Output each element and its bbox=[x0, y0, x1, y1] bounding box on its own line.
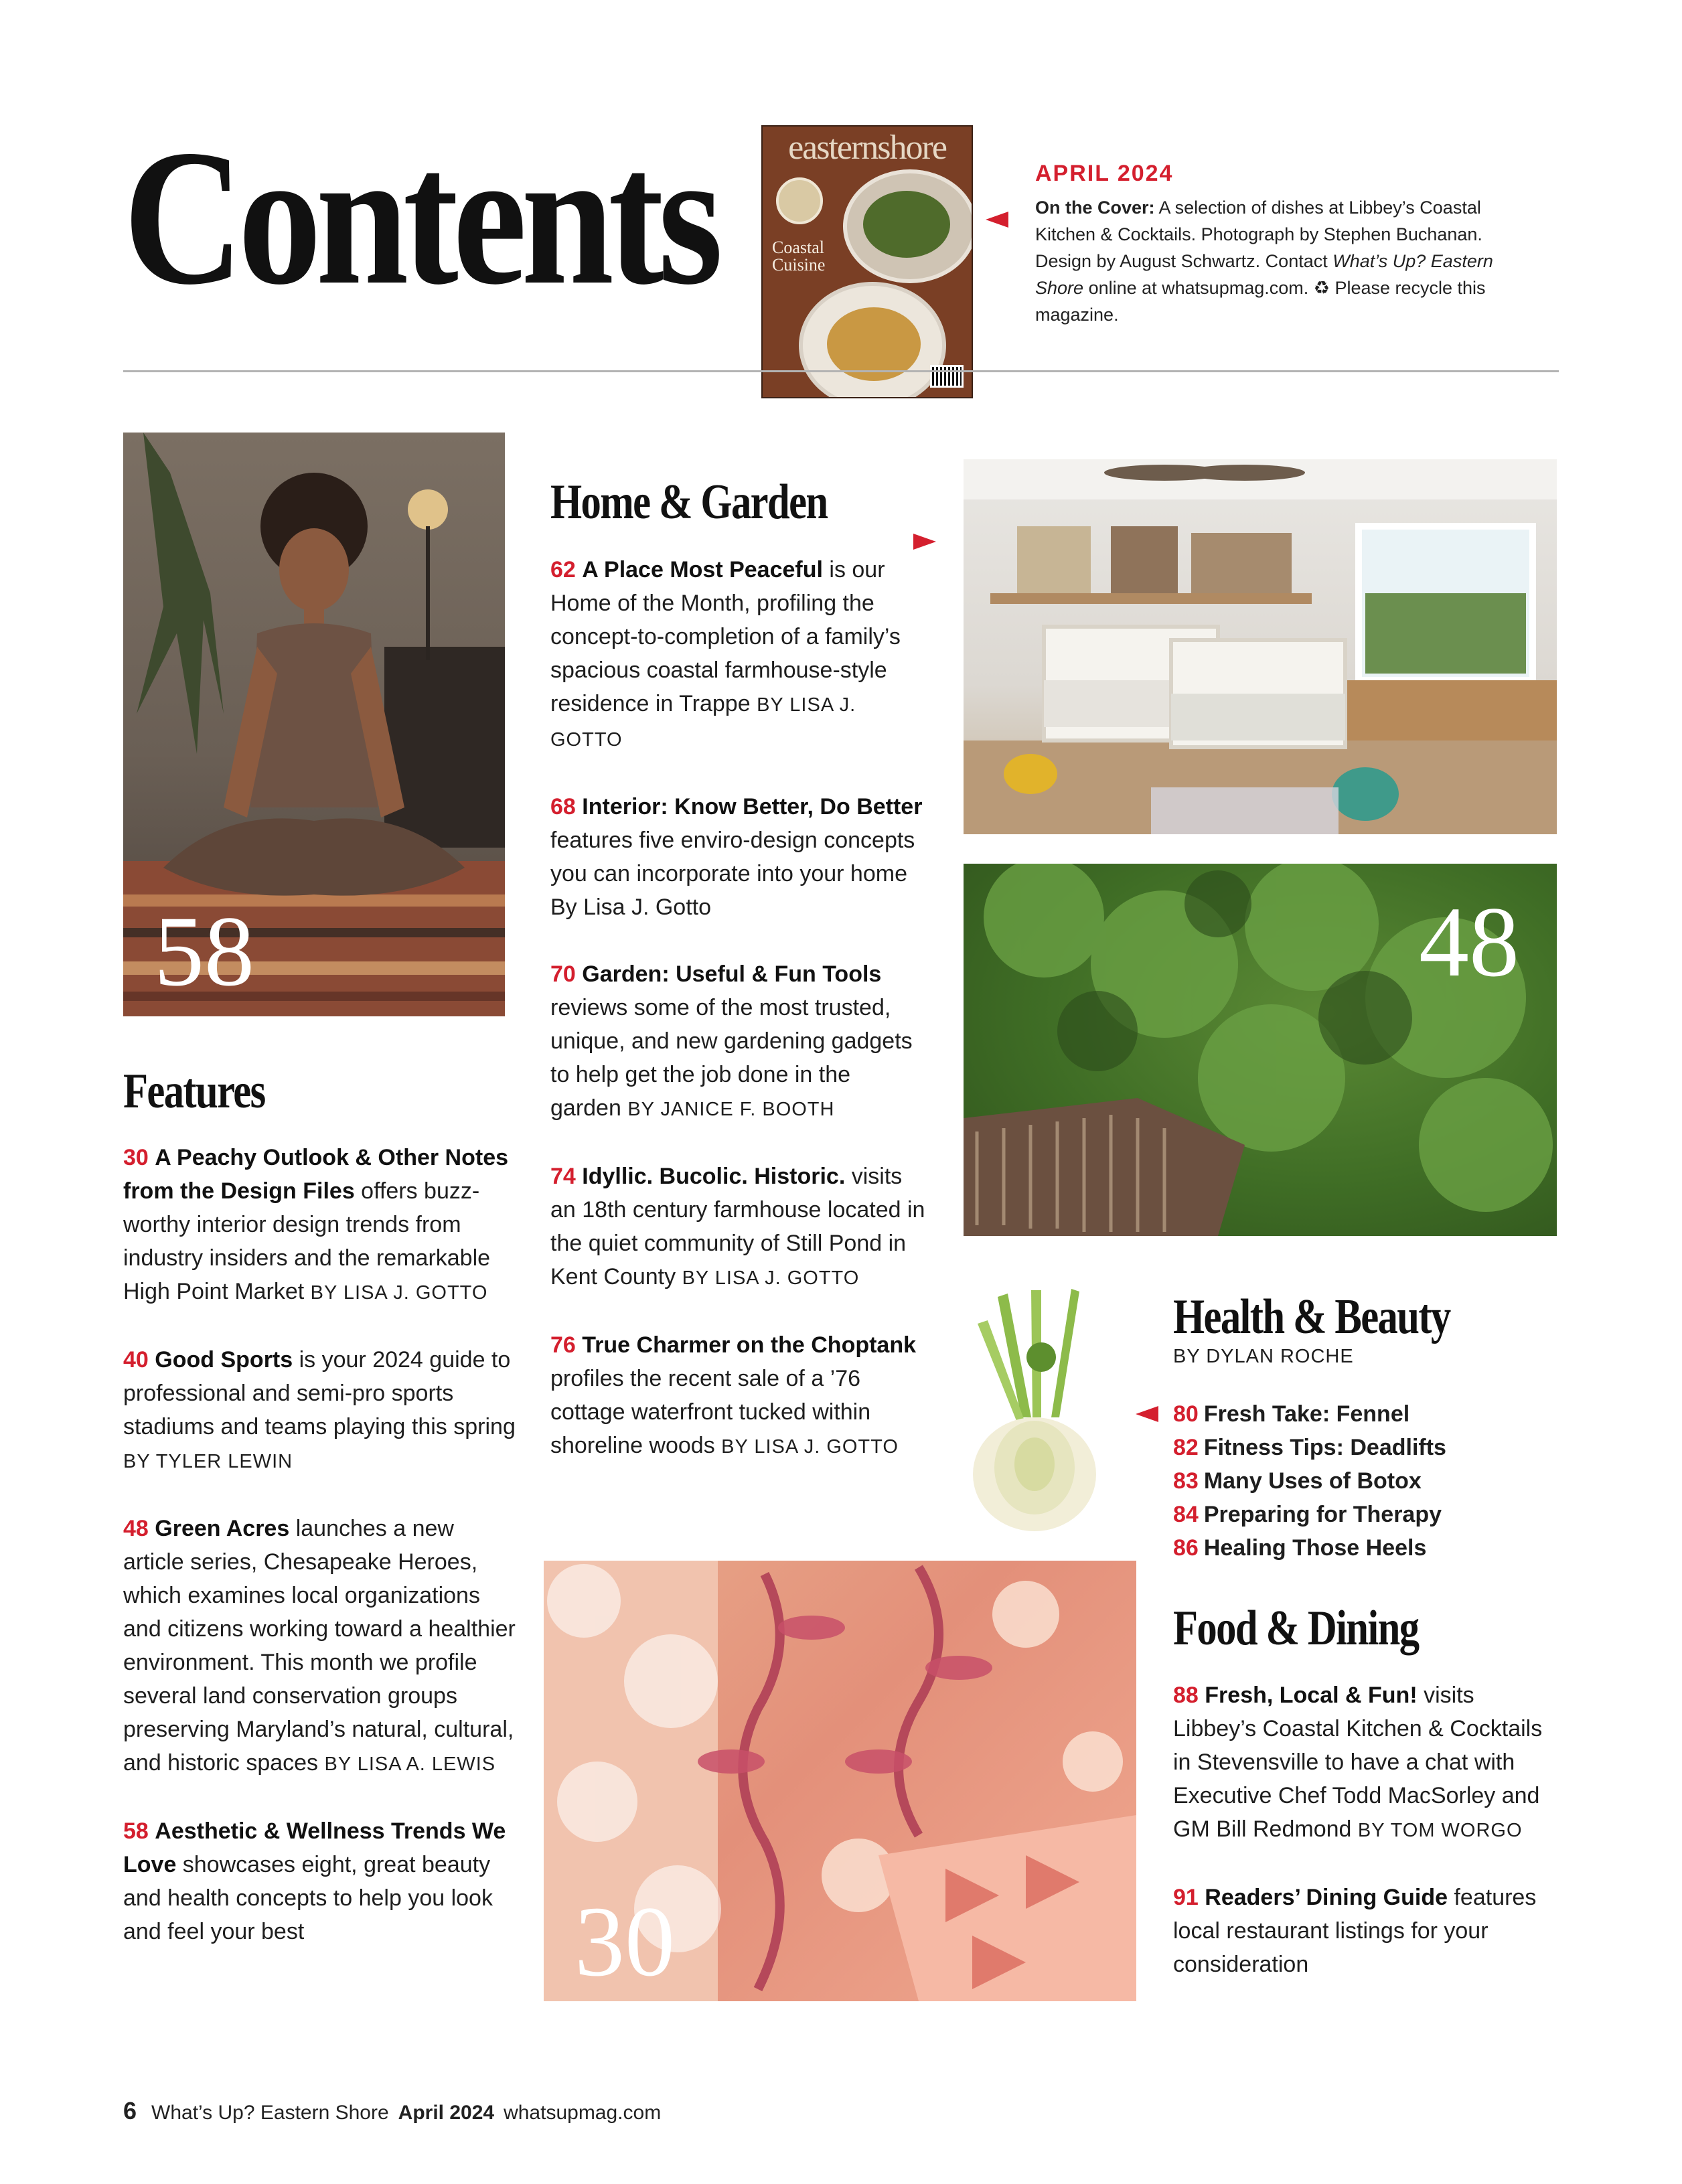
entry-headline: Interior: Know Better, Do Better bbox=[582, 794, 923, 820]
feature-photo-forest[interactable] bbox=[964, 864, 1557, 1236]
entry-byline: BY TYLER LEWIN bbox=[123, 1451, 293, 1472]
footer-date: April 2024 bbox=[398, 2102, 495, 2124]
entry-headline: Preparing for Therapy bbox=[1203, 1502, 1442, 1527]
entry-description: launches a new article series, Chesapeake Heroes, which examines local organizations and citizens working toward a healthier environment. This month we profile several land conservation groups preserving Maryland’s natural, cultural, and historic spaces bbox=[123, 1516, 516, 1776]
entry-page-number: 88 bbox=[1173, 1683, 1199, 1708]
header-divider bbox=[123, 370, 1559, 372]
home-garden-entry[interactable] bbox=[550, 553, 925, 757]
entry-description: features five enviro-design concepts you can incorporate into your home By Lisa J. Gotto bbox=[550, 828, 915, 920]
entry-headline: Idyllic. Bucolic. Historic. bbox=[582, 1164, 846, 1189]
entry-description: showcases eight, great beauty and health concepts to help you look and feel your best bbox=[123, 1852, 493, 1944]
feature-photo-yoga[interactable] bbox=[123, 433, 505, 1016]
cover-thumbnail[interactable] bbox=[761, 125, 973, 398]
entry-page-number: 68 bbox=[550, 794, 576, 820]
photo-page-number: 58 bbox=[154, 896, 254, 1007]
fennel-illustration bbox=[958, 1283, 1112, 1531]
entry-headline: Healing Those Heels bbox=[1203, 1535, 1427, 1561]
entry-headline: Good Sports bbox=[155, 1347, 293, 1373]
cover-food bbox=[863, 191, 950, 258]
entry-headline: Fitness Tips: Deadlifts bbox=[1203, 1435, 1446, 1460]
features-list bbox=[123, 1141, 518, 1982]
entry-byline: BY TOM WORGO bbox=[1357, 1820, 1523, 1841]
home-garden-entry[interactable] bbox=[550, 1328, 925, 1464]
food-dining-list bbox=[1173, 1679, 1548, 2015]
entry-description: visits Libbey’s Coastal Kitchen & Cocktails in Stevensville to have a chat with Executive Chef Todd MacSorley and GM Bill Redmond bbox=[1173, 1683, 1543, 1842]
section-heading-features: Features bbox=[123, 1064, 265, 1119]
entry-headline: Fresh Take: Fennel bbox=[1203, 1401, 1410, 1427]
entry-description: is our Home of the Month, profiling the concept-to-completion of a family’s spacious coastal farmhouse-style residence in Trappe bbox=[550, 557, 901, 716]
section-heading-food-dining: Food & Dining bbox=[1173, 1601, 1419, 1656]
magazine-name: What’s Up? Eastern Shore bbox=[1035, 251, 1493, 298]
arrow-left-icon bbox=[986, 212, 1008, 228]
entry-byline: BY LISA J. GOTTO bbox=[682, 1267, 860, 1289]
cover-note-text: online at whatsupmag.com. ♻ Please recycle this magazine. bbox=[1035, 278, 1486, 325]
entry-page-number: 86 bbox=[1173, 1535, 1199, 1561]
entry-headline: Garden: Useful & Fun Tools bbox=[582, 961, 882, 987]
section-heading-home-garden: Home & Garden bbox=[550, 475, 828, 530]
entry-description: reviews some of the most trusted, unique, and new gardening gadgets to help get the job done in the garden bbox=[550, 995, 913, 1121]
food-dining-entry[interactable] bbox=[1173, 1679, 1548, 1847]
feature-photo-wallpaper[interactable] bbox=[544, 1561, 1136, 2001]
photo-fennel[interactable] bbox=[958, 1283, 1112, 1531]
page-number: 6 bbox=[123, 2097, 137, 2124]
arrow-right-icon bbox=[913, 534, 936, 550]
entry-page-number: 48 bbox=[123, 1516, 149, 1541]
page-footer bbox=[123, 2097, 661, 2125]
entry-byline: BY LISA J. GOTTO bbox=[721, 1436, 899, 1458]
entry-page-number: 74 bbox=[550, 1164, 576, 1189]
home-garden-entry[interactable] bbox=[550, 1160, 925, 1295]
photo-page-number: 48 bbox=[1419, 886, 1519, 998]
entry-page-number: 82 bbox=[1173, 1435, 1199, 1460]
cover-subtitle-line: Coastal bbox=[772, 238, 824, 257]
entry-page-number: 70 bbox=[550, 961, 576, 987]
home-garden-list bbox=[550, 553, 925, 1497]
feature-entry[interactable] bbox=[123, 1814, 518, 1948]
entry-page-number: 84 bbox=[1173, 1502, 1199, 1527]
list-item[interactable] bbox=[1173, 1397, 1548, 1431]
entry-headline: Green Acres bbox=[155, 1516, 290, 1541]
list-item[interactable] bbox=[1173, 1464, 1548, 1498]
section-byline: BY DYLAN ROCHE bbox=[1173, 1346, 1354, 1367]
entry-headline: Fresh, Local & Fun! bbox=[1205, 1683, 1418, 1708]
photo-page-number: 30 bbox=[575, 1886, 675, 1997]
cover-note-text: A selection of dishes at Libbey’s Coastal Kitchen & Cocktails. Photograph by Stephen Buchanan. Design by August Schwartz. bbox=[1035, 198, 1482, 271]
entry-page-number: 83 bbox=[1173, 1468, 1199, 1494]
entry-headline: Aesthetic & Wellness Trends We Love bbox=[123, 1818, 506, 1877]
footer-url[interactable]: whatsupmag.com bbox=[504, 2102, 662, 2124]
entry-byline: BY JANICE F. BOOTH bbox=[627, 1099, 835, 1120]
entry-byline: BY LISA J. GOTTO bbox=[310, 1282, 488, 1304]
feature-entry[interactable] bbox=[123, 1343, 518, 1478]
list-item[interactable] bbox=[1173, 1498, 1548, 1531]
issue-date: APRIL 2024 bbox=[1035, 161, 1174, 186]
health-beauty-list bbox=[1173, 1397, 1548, 1565]
page-title: Contents bbox=[123, 110, 718, 325]
entry-byline: BY LISA J. GOTTO bbox=[550, 694, 856, 751]
entry-headline: Readers’ Dining Guide bbox=[1205, 1885, 1448, 1910]
entry-description: profiles the recent sale of a ’76 cottage waterfront tucked within shoreline woods bbox=[550, 1366, 871, 1458]
entry-page-number: 40 bbox=[123, 1347, 149, 1373]
entry-headline: True Charmer on the Choptank bbox=[582, 1332, 917, 1358]
entry-page-number: 30 bbox=[123, 1145, 149, 1170]
cover-glass bbox=[776, 177, 823, 224]
entry-page-number: 62 bbox=[550, 557, 576, 582]
feature-entry[interactable] bbox=[123, 1141, 518, 1310]
entry-description: features local restaurant listings for your consideration bbox=[1173, 1885, 1537, 1977]
entry-headline: A Place Most Peaceful bbox=[582, 557, 823, 582]
cover-note-text: Contact bbox=[1260, 251, 1333, 271]
cover-note bbox=[1035, 194, 1504, 328]
cover-note-label: On the Cover: bbox=[1035, 198, 1155, 218]
entry-page-number: 80 bbox=[1173, 1401, 1199, 1427]
entry-page-number: 91 bbox=[1173, 1885, 1199, 1910]
cover-subtitle-line: Cuisine bbox=[772, 255, 826, 275]
list-item[interactable] bbox=[1173, 1431, 1548, 1464]
cover-subtitle bbox=[772, 239, 825, 274]
home-garden-entry[interactable] bbox=[550, 957, 925, 1126]
cover-masthead: easternshore bbox=[788, 129, 946, 167]
photo-bedroom[interactable] bbox=[964, 459, 1557, 834]
entry-headline: Many Uses of Botox bbox=[1203, 1468, 1422, 1494]
entry-byline: BY LISA A. LEWIS bbox=[324, 1753, 496, 1775]
bedroom-illustration bbox=[964, 459, 1557, 834]
list-item[interactable] bbox=[1173, 1531, 1548, 1565]
section-heading-health-beauty: Health & Beauty bbox=[1173, 1290, 1450, 1344]
food-dining-entry[interactable] bbox=[1173, 1881, 1548, 1981]
home-garden-entry[interactable] bbox=[550, 790, 925, 924]
entry-headline: A Peachy Outlook & Other Notes from the Design Files bbox=[123, 1145, 509, 1204]
entry-description: offers buzz-worthy interior design trends from industry insiders and the remarkable High Point Market bbox=[123, 1178, 491, 1304]
entry-page-number: 76 bbox=[550, 1332, 576, 1358]
entry-description: visits an 18th century farmhouse located in the quiet community of Still Pond in Kent County bbox=[550, 1164, 925, 1290]
footer-magazine-name: What’s Up? Eastern Shore bbox=[151, 2102, 389, 2124]
feature-entry[interactable] bbox=[123, 1512, 518, 1781]
barcode-icon bbox=[930, 365, 964, 388]
entry-page-number: 58 bbox=[123, 1818, 149, 1844]
entry-description: is your 2024 guide to professional and semi-pro sports stadiums and teams playing this spring bbox=[123, 1347, 516, 1439]
arrow-left-icon bbox=[1136, 1406, 1158, 1422]
